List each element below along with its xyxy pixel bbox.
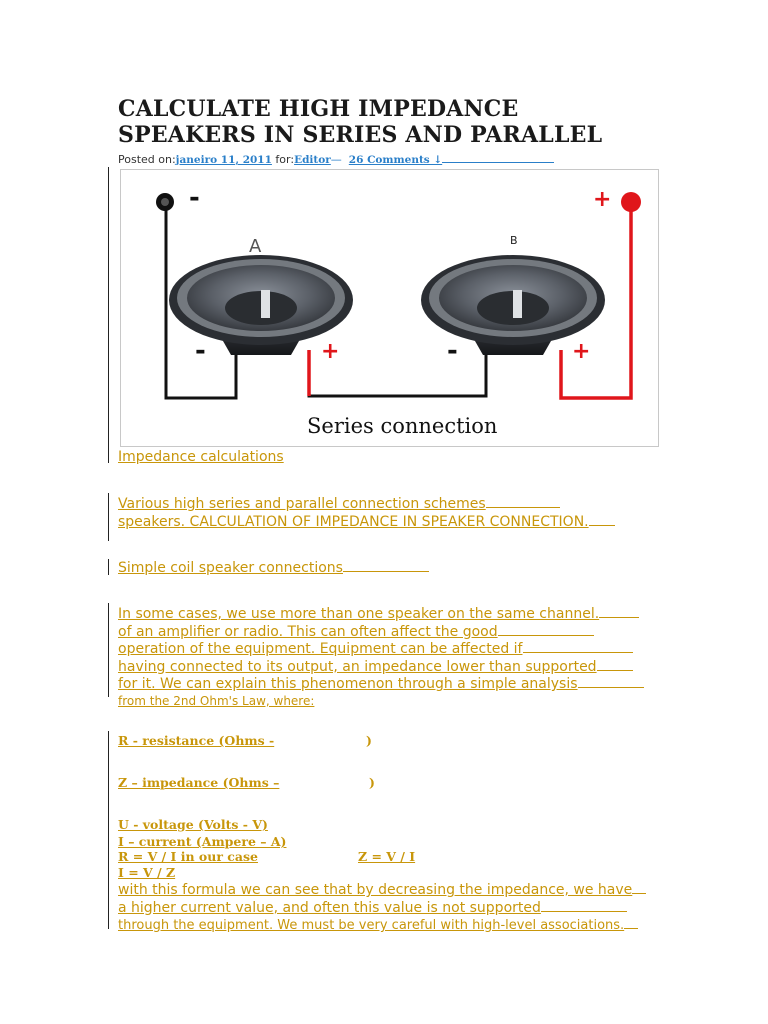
z-definition [118,775,331,790]
speaker-b-label: B [510,234,518,247]
para2-line-3: through the equipment. We must be very careful with high-level associations. [118,916,646,935]
z-close-paren: ) [369,775,375,790]
z-definition-text: Z – impedance (Ohms – [118,775,280,790]
impedance-calculations-text: Impedance calculations [118,449,284,465]
margin-bar [108,493,109,541]
top-plus-label: + [593,187,612,212]
author-link[interactable]: Editor [294,154,331,166]
speaker-a-label: A [249,236,262,257]
posted-on-label: Posted on: [118,153,176,166]
r-formula-text: R = V / I in our case [118,849,258,864]
post-date-link[interactable]: janeiro 11, 2011 [175,154,272,166]
i-formula [118,865,187,880]
various-line-1: Various high series and parallel connection schemes [118,495,615,513]
intro-paragraph [118,605,644,709]
comments-underline [442,154,554,163]
diagram-svg [121,170,658,446]
title-line-2: SPEAKERS IN SERIES AND PARALLEL [118,122,603,148]
series-connection-diagram [120,169,659,447]
margin-bar [108,731,109,929]
positive-terminal-icon [621,192,641,212]
various-line-2: speakers. CALCULATION OF IMPEDANCE IN SPEAKER CONNECTION. [118,513,615,531]
r-definition [118,733,326,748]
impedance-calculations-link[interactable] [118,449,284,466]
various-schemes-link[interactable] [118,495,615,530]
for-label: for: [275,153,295,166]
para1-line-3: operation of the equipment. Equipment can be affected if [118,640,644,658]
para1-line-4: having connected to its output, an impedance lower than supported [118,658,644,676]
margin-bar [108,603,109,697]
i-definition [118,834,336,849]
i-formula-text: I = V / Z [118,865,176,880]
simple-coil-text: Simple coil speaker connections [118,559,429,577]
r-close-paren: ) [366,733,372,748]
r-formula [118,849,497,864]
speaker-a-plus: + [321,339,340,364]
para1-line-2: of an amplifier or radio. This can often affect the good [118,623,644,641]
diagram-caption: Series connection [307,414,498,438]
margin-bar [108,559,109,575]
r-definition-text: R - resistance (Ohms - [118,733,275,748]
title-line-1: CALCULATE HIGH IMPEDANCE [118,96,519,122]
comments-link[interactable]: 26 Comments ↓ [348,154,443,166]
top-minus-label: - [189,183,200,213]
z-formula-text: Z = V / I [357,849,416,864]
simple-coil-link[interactable] [118,559,429,577]
post-meta [118,153,554,166]
para2-line-2: a higher current value, and often this value is not supported [118,899,646,917]
u-definition-text: U - voltage (Volts - V) [118,817,268,832]
para1-line-6: from the 2nd Ohm's Law, where: [118,693,315,708]
para1-line-5: for it. We can explain this phenomenon through a simple analysis [118,675,644,693]
i-definition-text: I – current (Ampere – A) [118,834,287,849]
article-title [118,96,678,148]
meta-dash: — [330,153,342,166]
para2-line-1: with this formula we can see that by decreasing the impedance, we have [118,881,646,899]
u-definition [118,817,314,832]
para1-line-1: In some cases, we use more than one speaker on the same channel. [118,605,644,623]
conclusion-paragraph [118,881,646,935]
speaker-b-minus: - [447,336,458,366]
margin-bar [108,167,109,463]
speaker-b-plus: + [572,339,591,364]
speaker-a-minus: - [195,336,206,366]
